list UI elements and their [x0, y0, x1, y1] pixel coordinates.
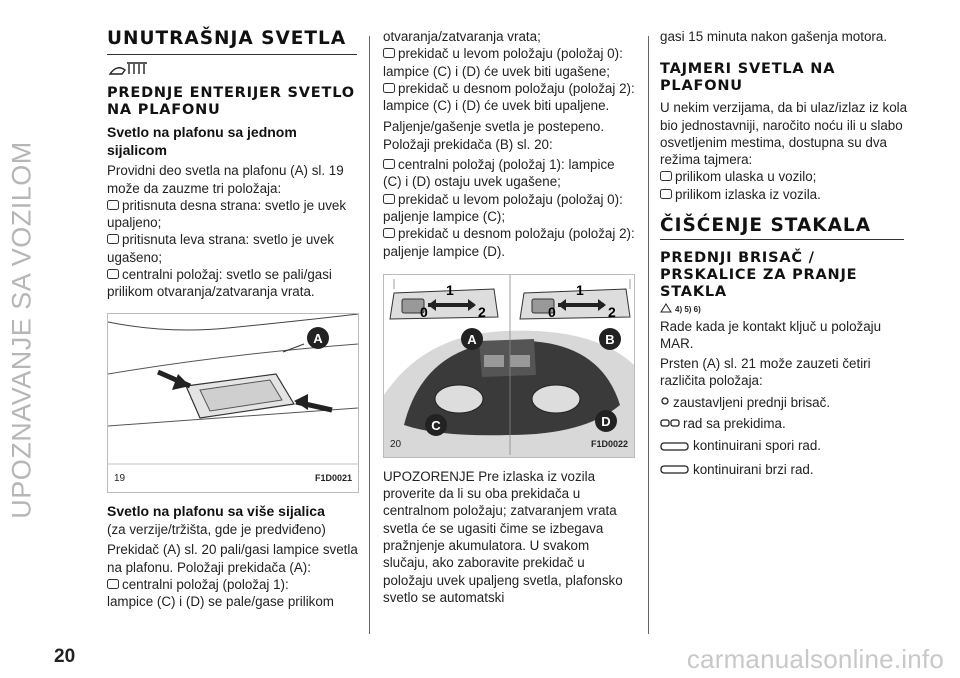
- wiper-off-icon: [660, 397, 670, 409]
- wiper-intermittent-icon: [660, 418, 680, 430]
- wiper-slow-icon: [660, 441, 690, 453]
- bullet-icon: [383, 83, 395, 93]
- bullet-icon: [383, 159, 395, 169]
- subheading-single-bulb: Svetlo na plafonu sa jednom sijalicom: [107, 124, 297, 158]
- bullet-icon: [107, 269, 119, 279]
- bullet-item: centralni položaj: svetlo se pali/gasi prilikom otvaranja/zatvaranja vrata.: [107, 267, 332, 300]
- svg-text:A: A: [467, 331, 477, 347]
- subtitle-front-wiper: PREDNJI BRISAČ / PRSKALICE ZA PRANJE STAKLA: [660, 250, 858, 301]
- svg-text:D: D: [601, 413, 611, 429]
- bullet-item: pritisnuta desna strana: svetlo je uvek upaljeno;: [107, 197, 347, 231]
- svg-text:2: 2: [478, 303, 486, 320]
- title-rule: [107, 54, 357, 55]
- subtitle-front-ceiling-light: PREDNJE ENTERIJER SVETLO NA PLAFONU: [107, 85, 355, 119]
- bullet-icon: [107, 200, 119, 210]
- paragraph: Rade kada je kontakt ključ u položaju MAR.: [660, 318, 882, 351]
- column-divider: [648, 36, 649, 634]
- svg-text:C: C: [431, 417, 441, 433]
- figure-code: F1D0022: [590, 438, 628, 449]
- figure-label-a: A: [313, 330, 323, 346]
- bullet-item: prekidač u desnom položaju (položaj 2): paljenje lampice (D).: [383, 226, 635, 259]
- warning-paragraph: UPOZORENJE Pre izlaska iz vozila proverite da li su oba prekidača u centralnom položaju; zatvaranjem vrata svetla će se ugasiti čime se izbegava pražnjenje akumulatora. U svakom slučaju, ako zaboravite prekidač u položaju uvek upaljeng svetla, plafonsko svetlo se automatski: [383, 468, 623, 605]
- paragraph: Prekidač (A) sl. 20 pali/gasi lampice svetla na plafonu. Položaji prekidača (A):: [107, 542, 358, 575]
- bullet-item: prekidač u desnom položaju (položaj 2): lampice (C) i (D) će uvek biti upaljene.: [383, 80, 635, 114]
- paragraph: gasi 15 minuta nakon gašenja motora.: [660, 29, 888, 44]
- bullet-item: prekidač u levom položaju (položaj 0): paljenje lampice (C);: [383, 191, 623, 224]
- wiper-item-off: zaustavljeni prednji brisač.: [660, 394, 910, 411]
- paragraph: otvaranja/zatvaranja vrata;: [383, 29, 541, 44]
- svg-text:1: 1: [446, 281, 454, 298]
- subheading-multi-bulb: Svetlo na plafonu sa više sijalica: [107, 502, 325, 519]
- paragraph: lampice (C) i (D) se pale/gase prilikom: [107, 594, 334, 610]
- svg-text:B: B: [605, 331, 615, 347]
- column-2: [383, 28, 635, 606]
- svg-text:1: 1: [576, 281, 584, 298]
- paragraph: Paljenje/gašenje svetla je postepeno. Položaji prekidača (B) sl. 20:: [383, 119, 605, 152]
- figure-number: 19: [114, 473, 126, 485]
- bullet-icon: [383, 48, 395, 58]
- figure-19: [107, 313, 359, 493]
- warning-references: 4) 5) 6): [660, 303, 910, 315]
- paragraph: U nekim verzijama, da bi ulaz/izlaz iz kola bio jednostavniji, naročito noću ili u slabo osvetljenim mestima, dostupna su dva režima tajmera:: [660, 100, 908, 168]
- title-rule: [660, 239, 904, 240]
- bullet-icon: [383, 194, 395, 204]
- svg-text:0: 0: [548, 303, 556, 320]
- bullet-icon: [107, 579, 119, 589]
- figure-20: [383, 274, 635, 458]
- column-3: [660, 28, 910, 478]
- column-1: [107, 28, 359, 611]
- paragraph: (za verzije/tržišta, gde je predviđeno): [107, 522, 326, 538]
- bullet-item: centralni položaj (položaj 1):: [107, 576, 359, 593]
- bullet-icon: [660, 171, 672, 181]
- wiper-item-fast: kontinuirani brzi rad.: [660, 461, 910, 478]
- ceiling-light-illustration: [108, 314, 358, 492]
- svg-text:2: 2: [608, 303, 616, 320]
- multi-bulb-light-illustration: [384, 275, 634, 457]
- bullet-item: centralni položaj (položaj 1): lampice (C) i (D) ostaju uvek ugašene;: [383, 157, 615, 190]
- section-title-window-cleaning: ČIŠĆENJE STAKALA: [660, 215, 872, 237]
- bullet-item: pritisnuta leva strana: svetlo je uvek ugašeno;: [107, 232, 335, 265]
- bullet-item: prilikom izlaska iz vozila.: [660, 186, 910, 203]
- column-divider: [369, 36, 370, 634]
- warning-triangle-icon: [660, 303, 672, 313]
- bullet-icon: [660, 189, 672, 199]
- subtitle-ceiling-light-timers: TAJMERI SVETLA NA PLAFONU: [660, 61, 836, 95]
- wiper-item-intermittent: rad sa prekidima.: [660, 415, 910, 432]
- wiper-fast-icon: [660, 464, 690, 476]
- bullet-icon: [383, 228, 395, 238]
- wiper-item-slow: kontinuirani spori rad.: [660, 437, 910, 454]
- bullet-item: prekidač u levom položaju (položaj 0): lampice (C) i (D) će uvek biti ugašene;: [383, 46, 623, 79]
- paragraph: Providni deo svetla na plafonu (A) sl. 19 može da zauzme tri položaja:: [107, 163, 344, 196]
- figure-number: 20: [390, 438, 402, 450]
- figure-code: F1D0021: [314, 473, 352, 484]
- svg-text:0: 0: [420, 303, 428, 320]
- bullet-icon: [107, 234, 119, 244]
- bullet-item: prilikom ulaska u vozilo;: [660, 168, 910, 185]
- section-title-interior-lights: UNUTRAŠNJA SVETLA: [107, 28, 347, 49]
- lamp-symbol-icon: [107, 61, 359, 81]
- paragraph: Prsten (A) sl. 21 može zauzeti četiri različita položaja:: [660, 356, 871, 389]
- page-number: 20: [54, 646, 76, 667]
- footer-watermark: carmanualsonline.info: [686, 644, 944, 674]
